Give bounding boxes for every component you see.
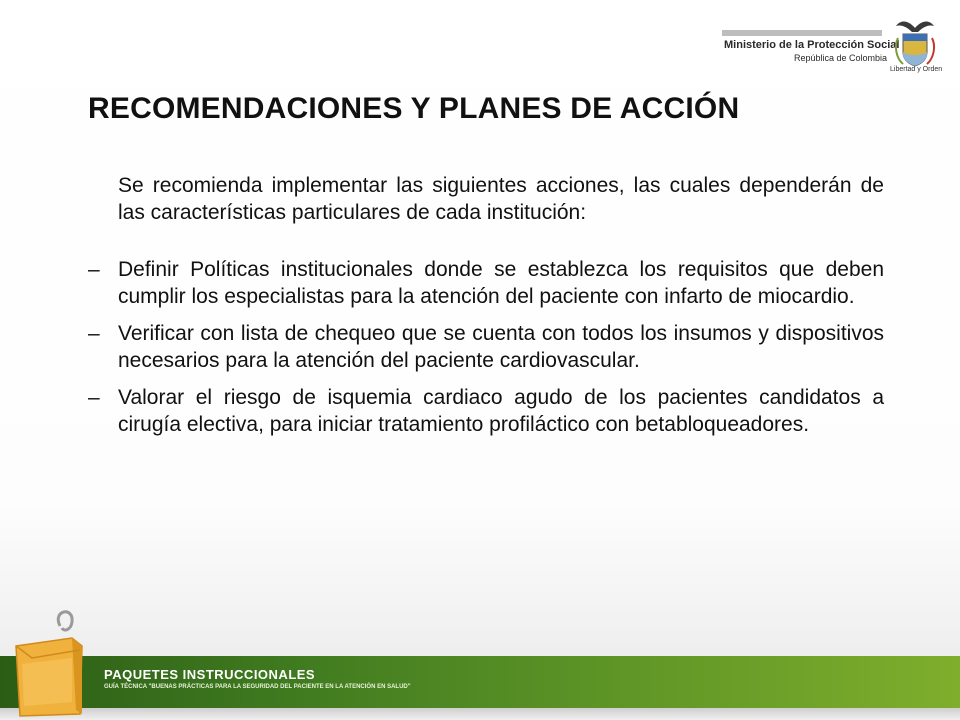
bullet-dash: –	[88, 386, 100, 409]
list-item-text: Verificar con lista de chequeo que se cuenta con todos los insumos y dispositivos necesarios para la atención del paciente cardiovascular.	[118, 322, 884, 372]
header-divider	[722, 30, 882, 36]
ministry-name: Ministerio de la Protección Social	[724, 39, 900, 51]
footer-band	[0, 656, 960, 708]
bullet-dash: –	[88, 258, 100, 281]
footer-title: PAQUETES INSTRUCCIONALES	[104, 667, 316, 682]
paper-bag-icon	[2, 606, 94, 718]
list-item	[88, 320, 884, 374]
list-item-text: Valorar el riesgo de isquemia cardiaco agudo de los pacientes candidatos a cirugía electiva, para iniciar tratamiento profiláctico con betabloqueadores.	[118, 386, 884, 436]
coat-of-arms-icon	[888, 16, 942, 84]
national-motto: Libertad y Orden	[890, 66, 943, 73]
list-item	[88, 256, 884, 310]
list-item	[88, 384, 884, 438]
recommendation-list	[0, 256, 960, 438]
slide-body	[0, 172, 960, 448]
list-item-text: Definir Políticas institucionales donde se establezca los requisitos que deben cumplir los especialistas para la atención del paciente con infarto de miocardio.	[118, 258, 884, 308]
footer-subtitle: GUÍA TÉCNICA "BUENAS PRÁCTICAS PARA LA SEGURIDAD DEL PACIENTE EN LA ATENCIÓN EN SALUD"	[104, 684, 411, 690]
bullet-dash: –	[88, 322, 100, 345]
slide-title: RECOMENDACIONES Y PLANES DE ACCIÓN	[88, 92, 740, 125]
footer-shadow	[0, 708, 960, 720]
ministry-country: República de Colombia	[794, 53, 888, 63]
intro-paragraph: Se recomienda implementar las siguientes acciones, las cuales dependerán de las características particulares de cada institución:	[118, 174, 884, 224]
